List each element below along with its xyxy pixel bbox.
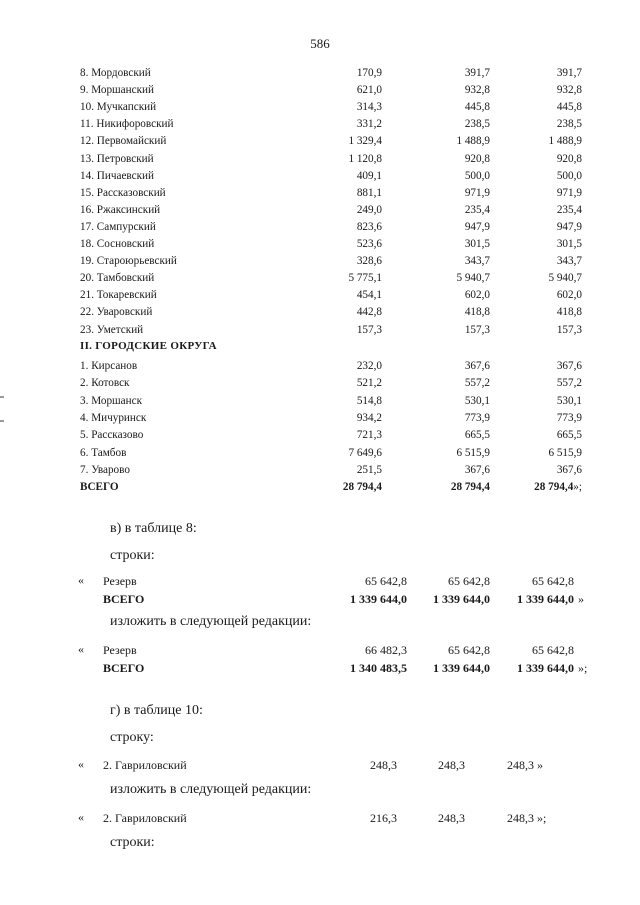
row-value-3: 602,0 [556,289,582,302]
row-value-3: 248,3 » [507,758,543,772]
row-value-2: 248,3 [438,811,465,825]
row-label: 19. Староюрьевский [80,255,177,268]
row-value-3: 1 488,9 [548,135,582,148]
row-label: Резерв [103,643,137,657]
row-value-3: 248,3 »; [507,811,547,825]
row-value-3: 445,8 [556,101,582,114]
row-label: 2. Котовск [80,377,130,390]
row-value-2: 602,0 [464,289,490,302]
row-value-1: 66 482,3 [365,643,407,657]
row-value-2: 932,8 [464,84,490,97]
paragraph-izlozhit-2: изложить в следующей редакции: [110,782,312,797]
table-row [0,151,640,168]
row-label: 1. Кирсанов [80,360,138,372]
row-value-3: 920,8 [556,152,582,165]
row-value-3: 6 515,9 [548,446,582,459]
row-value-1: 5 775,1 [348,272,382,285]
paragraph-v: в) в таблице 8: [110,521,197,536]
row-value-2: 557,2 [464,377,490,390]
open-quote: « [78,573,84,587]
row-value-1: 248,3 [370,758,397,772]
row-value-2: 391,7 [464,67,490,79]
table-row [0,427,640,444]
row-value-2: 367,6 [464,360,490,372]
row-value-1: 514,8 [356,394,382,407]
row-value-1: 328,6 [356,255,382,268]
row-label: ВСЕГО [103,661,145,675]
table-row [0,462,640,479]
total-value-2: 28 794,4 [450,481,490,493]
scan-mark [0,420,4,422]
row-value-2: 1 488,9 [456,135,490,148]
row-label: 14. Пичаевский [80,169,154,182]
table-row [0,393,640,410]
row-value-3: 530,1 [556,394,582,407]
t8-new-total-row [0,659,640,677]
row-value-1: 823,6 [356,220,382,233]
row-label: Резерв [103,574,137,588]
row-value-1: 65 642,8 [365,574,407,588]
row-value-1: 409,1 [356,169,382,182]
row-value-2: 65 642,8 [448,643,490,657]
row-value-3: 367,6 [556,360,582,372]
row-value-2: 157,3 [464,323,490,336]
table-row [0,375,640,392]
row-value-2: 665,5 [464,429,490,442]
row-value-3: 367,6 [556,463,582,476]
row-value-2: 343,7 [464,255,490,268]
row-value-2: 971,9 [464,186,490,199]
row-label: 23. Уметский [80,323,144,336]
row-value-2: 6 515,9 [456,446,490,459]
row-label: 21. Токаревский [80,289,157,302]
row-value-3: 665,5 [556,429,582,442]
row-value-1: 331,2 [356,118,382,131]
row-value-1: 934,2 [356,411,382,424]
row-value-1: 7 649,6 [348,446,382,459]
row-value-2: 500,0 [464,169,490,182]
row-value-3: 932,8 [556,84,582,97]
table-row [0,358,640,375]
row-label: 15. Рассказовский [80,186,166,199]
row-label: 17. Сампурский [80,220,156,233]
row-value-1: 721,3 [356,429,382,442]
row-value-3: 557,2 [556,377,582,390]
row-value-1: 249,0 [356,203,382,216]
row-value-1: 216,3 [370,811,397,825]
row-value-2: 1 339 644,0 [433,661,490,675]
row-value-1: 442,8 [356,306,382,319]
row-value-1: 1 339 644,0 [350,592,407,606]
table-row [0,65,640,82]
row-value-2: 367,6 [464,463,490,476]
paragraph-stroki-2: строки: [110,835,155,850]
row-value-1: 881,1 [356,186,382,199]
row-value-3: 5 940,7 [548,272,582,285]
row-label: 22. Уваровский [80,306,153,319]
table-row [0,410,640,427]
row-label: 4. Мичуринск [80,411,147,424]
paragraph-izlozhit-1: изложить в следующей редакции: [110,614,312,629]
total-label: ВСЕГО [80,481,119,493]
row-value-2: 530,1 [464,394,490,407]
row-value-1: 523,6 [356,238,382,250]
row-value-1: 1 329,4 [348,135,382,148]
t8-old-total-row [0,590,640,608]
row-value-2: 238,5 [464,118,490,131]
row-value-3: 418,8 [556,306,582,319]
row-label: 11. Никифоровский [80,118,174,131]
row-value-2: 920,8 [464,152,490,165]
row-value-3: 235,4 [556,203,582,216]
table-row [0,116,640,133]
table-row [0,287,640,304]
paragraph-stroki-1: строки: [110,548,155,563]
row-value-1: 251,5 [356,463,382,476]
page-number: 586 [310,36,330,51]
table-row [0,304,640,321]
table-row [0,270,640,287]
row-label: 9. Моршанский [80,84,154,97]
row-label: 20. Тамбовский [80,272,155,285]
row-value-1: 1 340 483,5 [350,661,407,675]
t8-new-reserve-row [0,641,640,659]
row-label: 16. Ржаксинский [80,203,161,216]
row-value-2: 947,9 [464,220,490,233]
row-value-3: 65 642,8 [532,643,574,657]
close-quote: » [578,592,584,606]
row-value-3: 238,5 [556,118,582,131]
row-value-2: 773,9 [464,411,490,424]
total-value-3: 28 794,4»; [534,481,582,493]
row-label: 2. Гавриловский [103,758,187,772]
open-quote: « [78,642,84,656]
row-value-2: 445,8 [464,101,490,114]
row-value-1: 621,0 [356,84,382,97]
table-row [0,236,640,253]
t10-old-row [0,756,640,774]
table-row [0,168,640,185]
row-label: 8. Мордовский [80,67,151,79]
row-label: 5. Рассказово [80,429,144,442]
row-label: 7. Уварово [80,463,130,476]
row-label: ВСЕГО [103,592,145,606]
row-value-3: 1 339 644,0 [517,592,574,606]
row-value-3: 65 642,8 [532,574,574,588]
row-value-2: 235,4 [464,203,490,216]
total-row [0,479,640,496]
row-label: 10. Мучкапский [80,101,157,114]
row-value-3: 971,9 [556,186,582,199]
row-value-2: 301,5 [464,238,490,250]
row-value-1: 1 120,8 [348,152,382,165]
row-label: 12. Первомайский [80,135,167,148]
row-value-1: 314,3 [356,101,382,114]
t10-new-row [0,809,640,827]
paragraph-stroku: строку: [110,730,154,745]
scan-mark [0,396,4,398]
row-value-2: 418,8 [464,306,490,319]
close-quote: »; [578,661,588,675]
table-row [0,322,640,339]
t8-old-reserve-row [0,572,640,590]
row-value-3: 157,3 [556,323,582,336]
row-label: 6. Тамбов [80,446,127,459]
row-value-3: 773,9 [556,411,582,424]
row-value-1: 170,9 [356,67,382,79]
row-label: 2. Гавриловский [103,811,187,825]
row-value-1: 521,2 [356,377,382,390]
table-row [0,253,640,270]
total-value-1: 28 794,4 [342,481,382,493]
table-row [0,82,640,99]
table-row [0,133,640,150]
row-value-2: 1 339 644,0 [433,592,490,606]
row-label: 18. Сосновский [80,238,155,250]
row-value-3: 343,7 [556,255,582,268]
table-row [0,202,640,219]
row-value-2: 65 642,8 [448,574,490,588]
row-value-1: 157,3 [356,323,382,336]
row-label: 13. Петровский [80,152,154,165]
table-row [0,219,640,236]
row-value-3: 1 339 644,0 [517,661,574,675]
table-row [0,99,640,116]
row-value-2: 248,3 [438,758,465,772]
row-value-3: 391,7 [556,67,582,79]
row-value-3: 301,5 [556,238,582,250]
row-label: 3. Моршанск [80,394,143,407]
row-value-2: 5 940,7 [456,272,490,285]
paragraph-g: г) в таблице 10: [110,703,203,718]
row-value-1: 454,1 [356,289,382,302]
open-quote: « [78,810,84,824]
table-row [0,185,640,202]
table-row [0,445,640,462]
row-value-3: 500,0 [556,169,582,182]
row-value-3: 947,9 [556,220,582,233]
section-heading: II. ГОРОДСКИЕ ОКРУГА [80,340,217,352]
open-quote: « [78,757,84,771]
row-value-1: 232,0 [356,360,382,372]
